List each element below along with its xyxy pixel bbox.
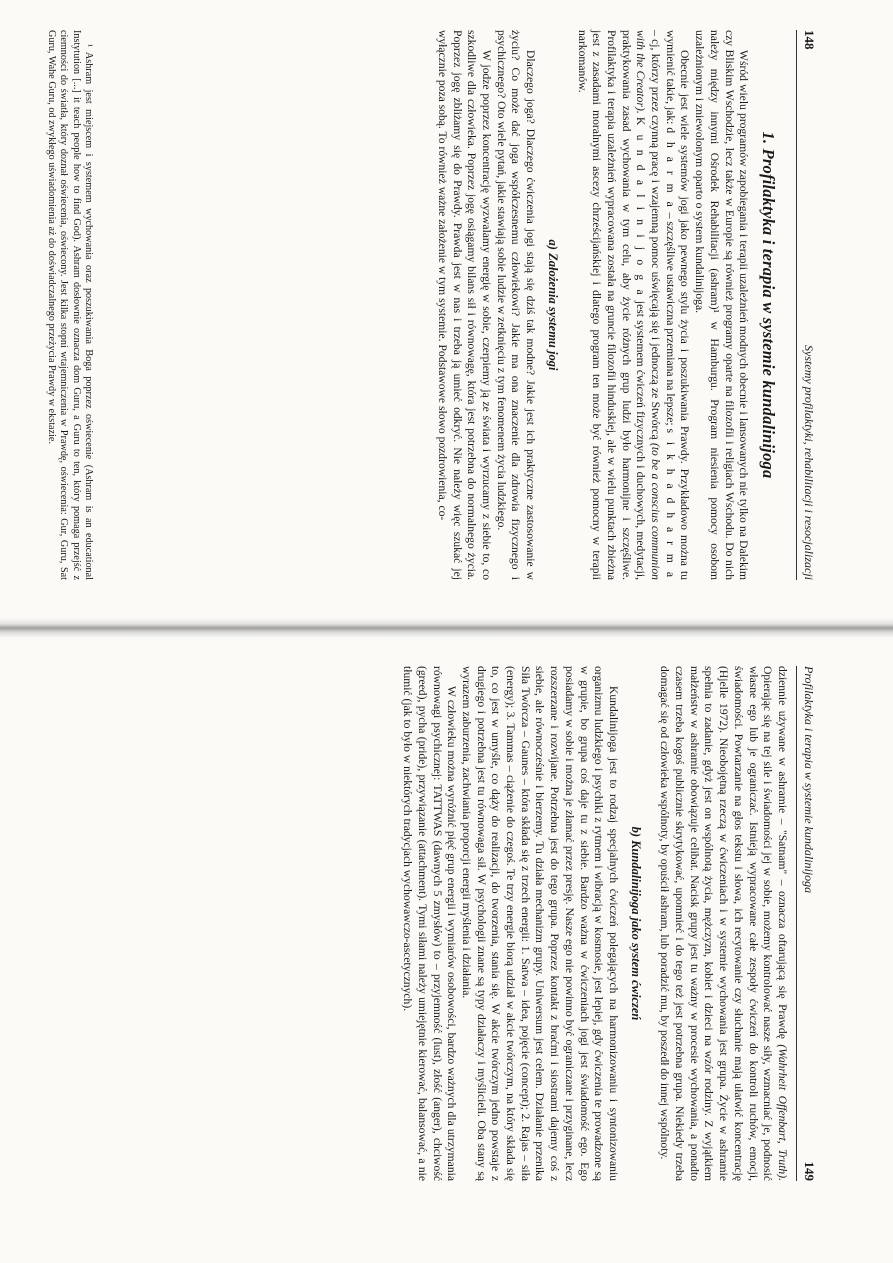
left-paragraph-4: W jodze poprzez koncentrację wyzwalamy energię w sobie, czerpiemy ją ze świata i wyrzucamy z siebie to, co szkodliwe dla człowieka. Poprzez jogę osiągamy bilans sił i równowagę, która jest potrzebna do normalnego życia. Poprzez jogę zbliżamy się do Prawdy. Prawda jest w nas i trzeba ją umieć odkryć. Nie należy więc szukać jej wyłącznie poza sobą. To również ważne założenie w tym systemie. Podstawowe słowo pozdrowienia, co-	[435, 30, 494, 580]
left-paragraph-1: Wśród wielu programów zapobiegania i terapii uzależnień modnych obecnie i lansowanych nie tylko na Dalekim czy Bliskim Wschodzie, lecz także w Europie są również programy oparte na filozofii i religiach Wschodu. Do nich należy między innymi Ośrodek Rehabilitacji (ashram)¹ w Hamburgu. Program niesienia pomocy osobom uzależnionym i zniewolonym oparto o system kundalinijoga.	[693, 30, 751, 580]
left-running-head-title: Systemy profilaktyki, rehabilitacji i resocjalizacji	[802, 345, 816, 580]
right-paragraph-3: W człowieku można wyróżnić pięć grup energii i wymiarów osobowości, bardzo ważnych dla utrzymania równowagi psychicznej: TATTWAS (dawnych 5 zmysłów) to – przyjemność (lust), złość (anger), chciwość (greed), pycha (pride), przywiązanie (attachment). Tymi siłami należy umiejętnie kierować, balansować, a nie tłumić (jak to było w niektórych tradycjach wychowawczo-ascetycznych).	[401, 666, 459, 1181]
subheading-b: b) Kundalinijoga jako system ćwiczeń	[628, 826, 643, 1021]
p2-part-a: Obecnie jest wiele systemów jogi jako pewnego stylu życia i poszukiwania Prawdy. Przykładowo można tu wymienić takie, jak:	[663, 30, 692, 580]
term-kundalini-joga: K u n d a l i n i j o g a	[634, 117, 648, 298]
term-sikha-dharma: s i k h a d h a r m a	[663, 428, 677, 580]
p2-part-d: (to be a conscius communion with the Creator).	[634, 30, 663, 580]
book-gutter	[0, 618, 893, 638]
right-body-text	[399, 666, 789, 1181]
left-paragraph-2	[574, 30, 692, 580]
section-title: 1. Profilaktyka i terapia w systemie kundalinijoga	[759, 131, 778, 479]
left-page-number: 148	[802, 30, 817, 50]
footnote	[44, 30, 94, 580]
footnote-text: ¹ Ashram jest miejscem i systemem wychowania oraz poszukiwania Boga poprzez oświecenie (Ashram is an educational Instytution [...] it teach people how to find God). Ashram dosłownie oznacza dom Guru, a Guru to ten, który pomaga przejść z ciemności do światła, który doznał oświecenia, oświecony. Jest kilka stopni wtajemniczenia w Prawdę, oświecenia: Gur, Guru, Sat Guru, Wahe Guru, od zwykłego uświadomienia aż do doświadczalnego przeżycia Prawdy w ekstazie.	[45, 30, 95, 580]
rp1-part-c: Opierając się na tej sile i świadomości jej w sobie, możemy kontrolować nasze siły, wzmacniać je, podnosić własne ego lub je ograniczać. Istnieją wypracowane całe zespoły ćwiczeń do kontroli ruchów, emocji, świadomości. Powtarzanie na głos tekstu i słowa, ich recytowanie czy słuchanie mają ułatwić koncentrację (Hjelle 1972). Nieobojętną rzeczą w ćwiczeniach i w systemie wychowania jest grupa. Życie w ashramie spełnia to zadanie, gdyż jest on wspólnotą życia, mężczyzn, kobiet i dzieci na wzór rodziny. Z wyjątkiem małżeństw w ashramie obowiązuje celibat. Nacisk grupy jest tu ważny w procesie wychowania, a ponadto czasem trzeba kogoś publicznie skrytykować, upomnieć i do tego też jest potrzebna grupa. Niekiedy trzeba domagać się od człowieka wspólnoty, by opuścił ashram, lub poradzić mu, by poszedł do innej wspólnoty.	[658, 666, 775, 1181]
right-paragraph-2: Kundalinijoga jest to rodzaj specjalnych ćwiczeń polegających na harmonizowaniu i syntonizowaniu organizmu ludzkiego i psychiki z rytmem i wibracją w kosmosie, jest lepiej, gdy ćwiczenia te prowadzone są w grupie, bo grupa coś daje tu z siebie. Bardzo ważna w ćwiczeniach jogi jest świadomość ego. Ego posiadamy w sobie i można je złamać przez presję. Nasze ego nie powinno być ograniczane i przyginane, lecz rozszerzane i rozwijane. Potrzebna jest do tego grupa. Poprzez kontakt z braćmi i siostrami dajemy coś z siebie, ale równocześnie i bierzemy. Tu działa mechanizm grupy. Uniwersum jest celem. Działanie przenika Siła Twórcza – Gaunes – która składa się z trzech energii: 1. Satwa – idea, pojęcie (concept); 2. Rajas – siła (energy); 3. Tammas – ciążenie do czegoś. Te trzy energie biorą udział w akcie twórczym, na który składa się to, co jest w umyśle, co dąży do realizacji, do tworzenia, stania się. W akcie twórczym jedno powstaje z drugiego i potrzebna jest tu równowaga sił. W psychologii znane są typy działaczy i myślicieli. Oba stany są wyrazem zaburzenia, zachwiania proporcji energii myślenia i działania.	[459, 666, 620, 1181]
right-running-head-title: Profilaktyka i terapia w systemie kundalinijoga	[802, 666, 816, 894]
p2-part-e: jest systemem ćwiczeń fizycznych i duchowych, medytacji, praktykowania zasad wychowania w tym celu, aby życie różnych grup ludzi było harmonijne i szczęśliwe. Profilaktyka i terapia uzależnień wypracowana została na gruncie filozofii hinduskiej, ale w wielu punktach zbieżna jest z zasadami moralnymi ascezy chrześcijańskiej i dlatego program ten może być również pomocny w terapii narkomanów.	[575, 30, 648, 580]
rp1-part-b: (Wahrheit Offenbart, Truth).	[776, 1044, 789, 1181]
left-page	[0, 0, 893, 620]
left-paragraph-3: Dlaczego joga? Dlaczego ćwiczenia jogi stają się dziś tak modne? Jakie jest ich praktyczne zastosowanie w życiu? Co może dać joga współczesnemu człowiekowi? Jakie ma ona znaczenie dla zdrowia fizycznego i psychicznego? Oto wiele pytań, jakie stawiają sobie ludzie w zetknięciu z tym fenomenem życia ludzkiego.	[494, 30, 538, 580]
right-paragraph-1	[657, 666, 789, 1181]
term-dharma: d h a r m a	[663, 127, 677, 210]
right-page-number: 149	[802, 1161, 817, 1181]
left-body-text	[434, 30, 781, 580]
right-running-head	[796, 666, 817, 1181]
p2-part-c: – cj, którzy przez czynną pracę i wzajemną pomoc uświęcają się i jednoczą ze Stwórcą	[649, 30, 663, 440]
rp1-part-a: dziennie używane w ashramie – "Satnam" – oznacza oftarującą się Prawdę	[776, 666, 789, 1039]
right-page	[0, 636, 893, 1263]
left-running-head	[796, 30, 817, 580]
p2-part-b: – szczęśliwe ustawiczna przemiana na lepsze;	[663, 212, 677, 426]
subheading-a: a) Założenia systemu jogi	[545, 239, 560, 371]
